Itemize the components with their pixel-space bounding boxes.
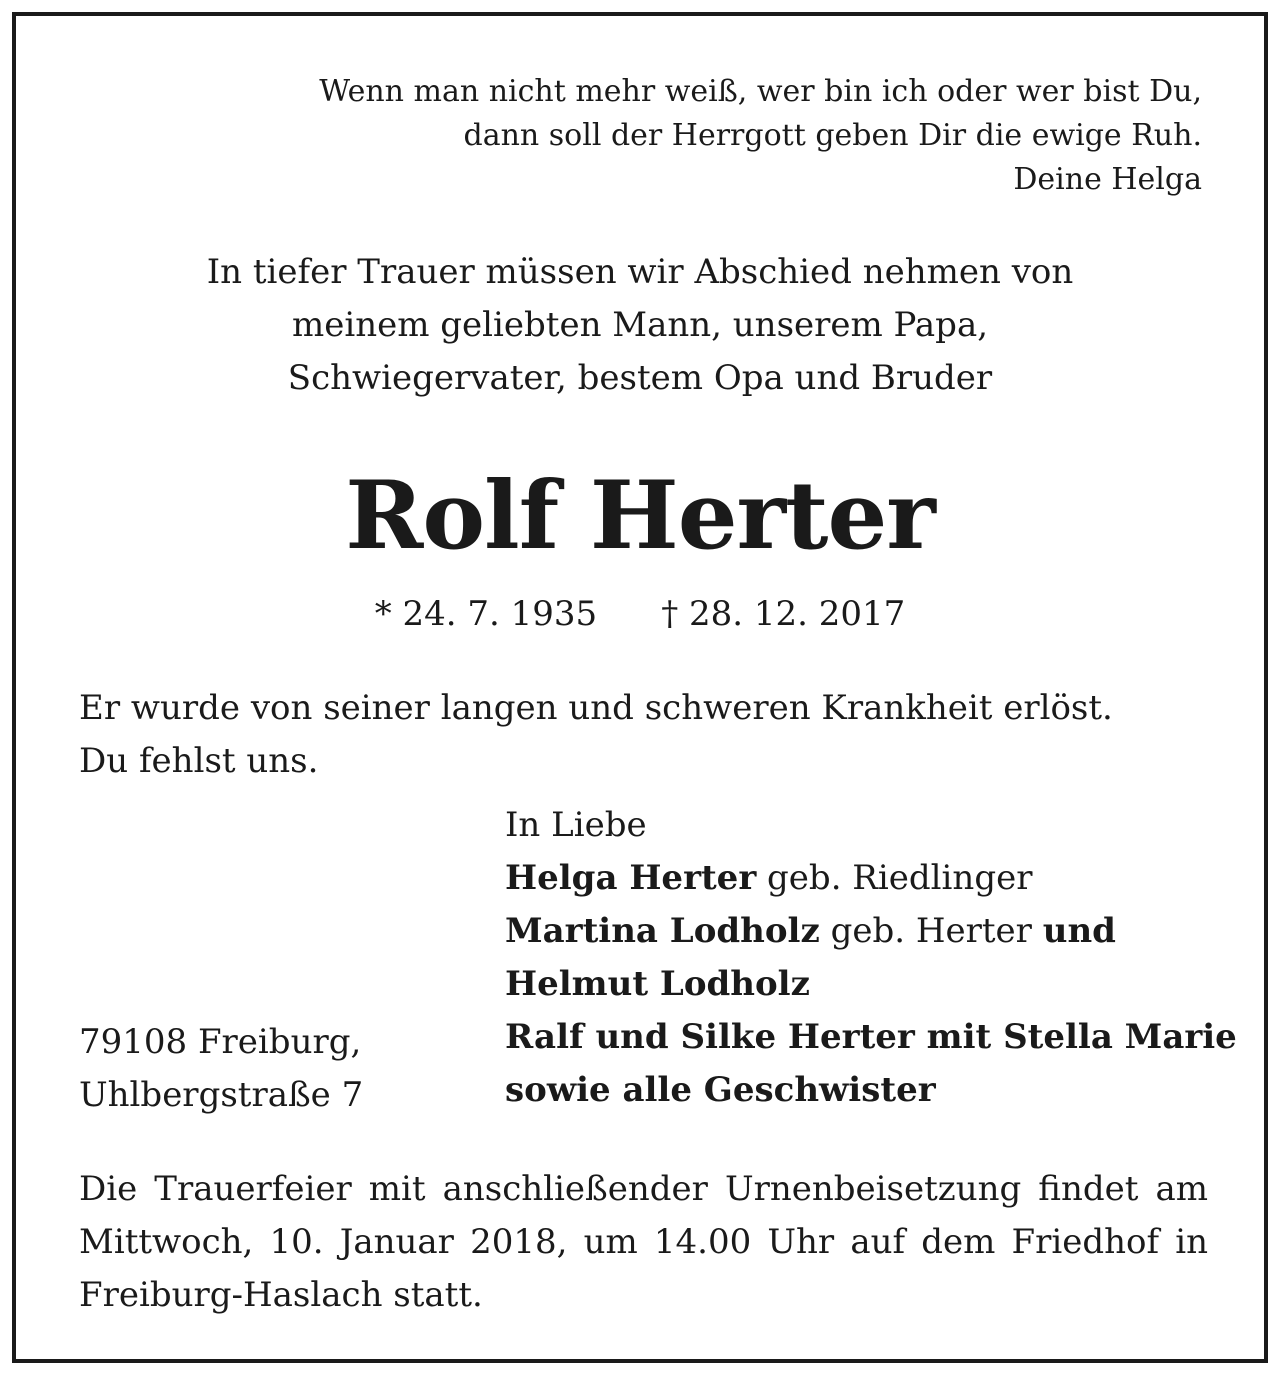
motto-line-1: Wenn man nicht mehr weiß, wer bin ich oder wer bist Du, (319, 74, 1202, 109)
message-line-1: Er wurde von seiner langen und schweren Krankheit erlöst. (79, 688, 1113, 728)
ceremony-notice (79, 1163, 1208, 1322)
mourner-2-name: Martina Lodholz (505, 911, 820, 951)
mourner-3-name: Helmut Lodholz (505, 964, 810, 1004)
message-text (79, 682, 1113, 788)
life-dates (16, 588, 1264, 640)
intro-line-2: meinem geliebten Mann, unserem Papa, (291, 305, 989, 345)
mourner-3 (505, 958, 1237, 1011)
intro-line-1: In tiefer Trauer müssen wir Abschied nehmen von (206, 252, 1074, 292)
ceremony-line-1: Die Trauerfeier mit anschließender Urnenbeisetzung findet am (79, 1169, 1208, 1209)
birth-date: * 24. 7. 1935 (374, 594, 598, 634)
mourners-list (505, 799, 1237, 1117)
address-block (79, 1016, 363, 1122)
intro-text (16, 246, 1264, 405)
message-line-2: Du fehlst uns. (79, 741, 319, 781)
mourner-1-suffix: geb. Riedlinger (756, 858, 1033, 898)
intro-line-3: Schwiegervater, bestem Opa und Bruder (287, 358, 993, 398)
motto-signature: Deine Helga (1013, 162, 1202, 197)
mourner-1 (505, 852, 1237, 905)
ceremony-line-3: Freiburg-Haslach statt. (79, 1275, 483, 1315)
address-line-1: 79108 Freiburg, (79, 1022, 362, 1062)
mourner-2-mid: geb. Herter (819, 911, 1043, 951)
motto-quote (319, 70, 1202, 202)
greeting: In Liebe (505, 805, 647, 845)
mourner-5 (505, 1064, 1237, 1117)
mourner-4-name: Ralf und Silke Herter mit Stella Marie (505, 1017, 1237, 1057)
mourner-2-and: und (1042, 911, 1116, 951)
mourner-2 (505, 905, 1237, 958)
death-date: † 28. 12. 2017 (661, 594, 906, 634)
address-line-2: Uhlbergstraße 7 (79, 1075, 364, 1115)
ceremony-line-2: Mittwoch, 10. Januar 2018, um 14.00 Uhr auf dem Friedhof in (79, 1222, 1208, 1262)
mourner-5-name: sowie alle Geschwister (505, 1070, 936, 1110)
mourner-1-name: Helga Herter (505, 858, 757, 898)
mourner-4 (505, 1011, 1237, 1064)
deceased-name: Rolf Herter (345, 461, 935, 571)
motto-line-2: dann soll der Herrgott geben Dir die ewige Ruh. (463, 118, 1202, 153)
obituary-frame (12, 12, 1268, 1363)
